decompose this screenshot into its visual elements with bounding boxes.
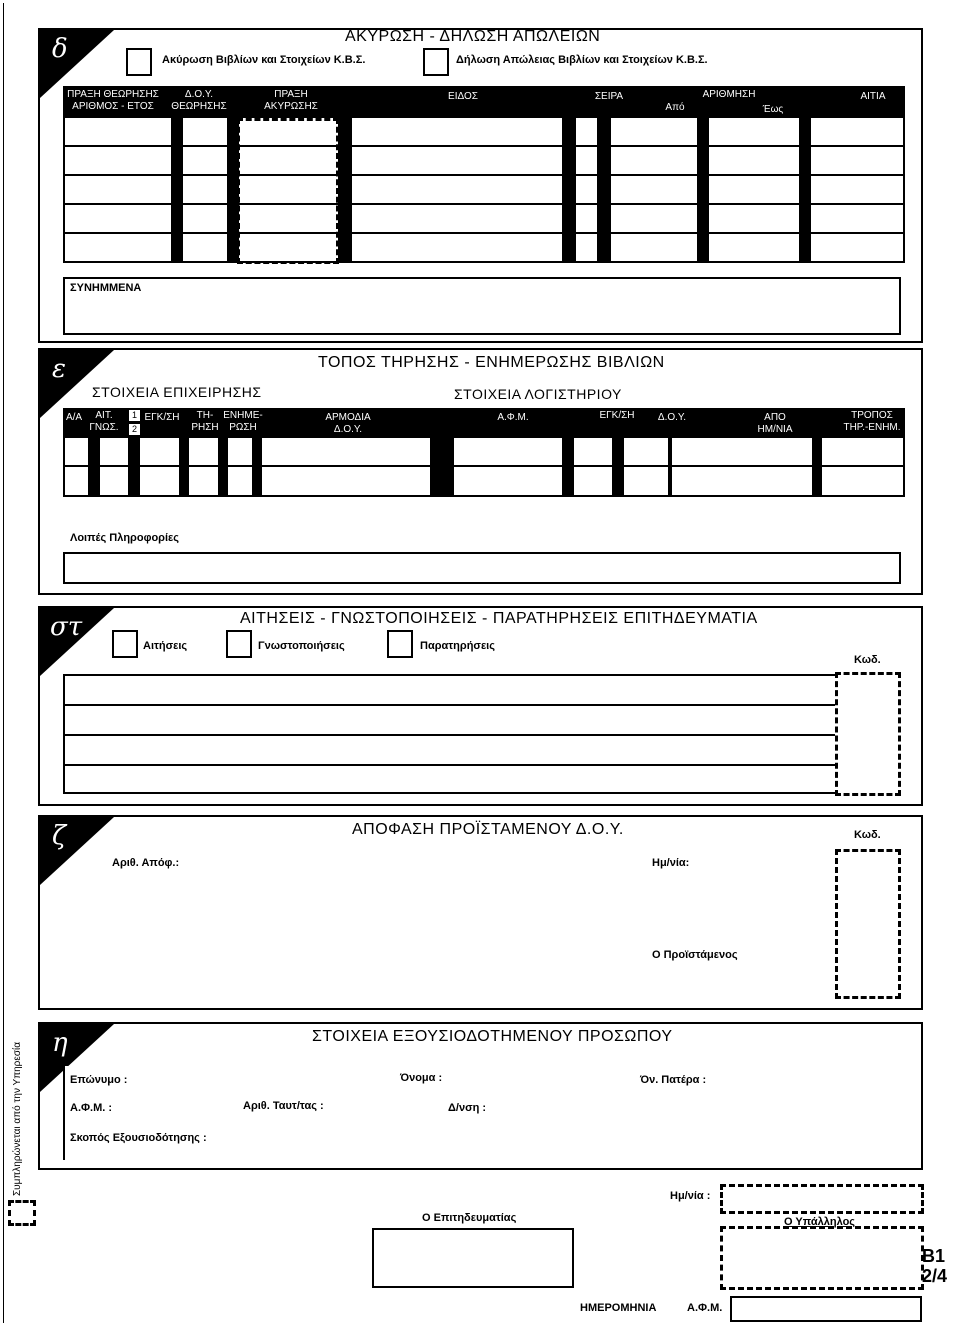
attachments-label: ΣΥΝΗΜΜΕΝΑ bbox=[70, 282, 142, 294]
head-of-office-label: Ο Προϊστάμενος bbox=[652, 949, 738, 961]
col-header-line: ΠΡΑΞΗ bbox=[274, 89, 308, 100]
section-title: ΑΠΟΦΑΣΗ ΠΡΟΪΣΤΑΜΕΝΟΥ Δ.Ο.Υ. bbox=[352, 821, 624, 838]
grid-line bbox=[63, 764, 835, 766]
side-note: Συμπληρώνεται από την Υπηρεσία bbox=[12, 1042, 23, 1196]
page-border bbox=[3, 3, 4, 1323]
table-header bbox=[63, 86, 905, 118]
grid-col bbox=[903, 118, 905, 263]
other-info-field[interactable] bbox=[63, 552, 901, 584]
section-title: ΤΟΠΟΣ ΤΗΡΗΣΗΣ - ΕΝΗΜΕΡΩΣΗΣ ΒΙΒΛΙΩΝ bbox=[318, 354, 665, 371]
afm-label: Α.Φ.Μ. bbox=[687, 1302, 723, 1314]
father-name-field[interactable]: Όν. Πατέρα : bbox=[640, 1074, 707, 1086]
address-field[interactable]: Δ/νση : bbox=[448, 1102, 487, 1114]
grid-col bbox=[128, 438, 140, 497]
col-header bbox=[188, 410, 222, 434]
grid-line bbox=[63, 261, 905, 263]
col-header: ΑΙΤΙΑ bbox=[860, 91, 886, 102]
grid-line bbox=[63, 704, 835, 706]
col-header-line: ΤΗ- bbox=[196, 410, 214, 421]
col-header-line: ΘΕΩΡΗΣΗΣ bbox=[171, 101, 227, 112]
num-box-2: 2 bbox=[129, 424, 140, 435]
col-header: ΑΡΙΘΜΗΣΗ bbox=[702, 89, 756, 100]
date-label: Ημ/νία: bbox=[652, 857, 690, 869]
akyrosi-dashed-column[interactable] bbox=[237, 118, 339, 264]
col-header-line: ΑΡΜΟΔΙΑ bbox=[325, 412, 371, 423]
section-title: ΑΚΥΡΩΣΗ - ΔΗΛΩΣΗ ΑΠΩΛΕΙΩΝ bbox=[345, 28, 601, 45]
col-header: ΣΕΙΡΑ bbox=[594, 91, 624, 102]
col-header bbox=[258, 89, 324, 113]
date-afm-label: ΗΜΕΡΟΜΗΝΙΑ bbox=[580, 1302, 657, 1314]
section-letter: δ bbox=[52, 34, 68, 64]
grid-line bbox=[63, 232, 905, 234]
grid-col bbox=[88, 438, 100, 497]
footer-date-label: Ημ/νία : bbox=[670, 1190, 711, 1202]
col-header bbox=[839, 410, 905, 434]
date-afm-field[interactable] bbox=[730, 1296, 922, 1322]
col-header bbox=[87, 410, 121, 434]
section-delta bbox=[38, 28, 923, 343]
grid-col bbox=[697, 118, 709, 263]
professional-signature-box[interactable] bbox=[372, 1228, 574, 1288]
grid-line bbox=[63, 203, 905, 205]
attachments-field[interactable] bbox=[63, 277, 901, 335]
grid-col bbox=[338, 118, 352, 263]
cancel-books-label: Ακύρωση Βιβλίων και Στοιχείων Κ.Β.Σ. bbox=[162, 54, 366, 66]
col-header: ΕΓΚ/ΣΗ bbox=[144, 412, 180, 423]
col-header-line: ΑΙΤ. bbox=[95, 410, 113, 421]
professional-label: Ο Επιτηδευματίας bbox=[422, 1212, 517, 1224]
section-eta bbox=[38, 1022, 923, 1170]
grid-col bbox=[63, 438, 65, 497]
col-header-line: ΡΗΣΗ bbox=[191, 422, 219, 433]
section-zeta bbox=[38, 815, 923, 1010]
grid-col bbox=[63, 676, 65, 794]
col-header bbox=[313, 412, 383, 436]
cancel-books-checkbox[interactable] bbox=[126, 48, 152, 76]
section-letter: στ bbox=[50, 612, 83, 642]
col-header-line: ΗΜ/ΝΙΑ bbox=[757, 424, 793, 435]
col-header: Α.Φ.Μ. bbox=[497, 412, 529, 423]
grid-col bbox=[218, 438, 228, 497]
grid-col bbox=[562, 118, 576, 263]
grid-line bbox=[63, 174, 905, 176]
form-code-line: 2/4 bbox=[922, 1266, 948, 1286]
col-header-line: ΑΚΥΡΩΣΗΣ bbox=[264, 101, 318, 112]
col-header-line: ΑΡΙΘΜΟΣ - ΕΤΟΣ bbox=[72, 101, 154, 112]
grid-col bbox=[171, 118, 183, 263]
surname-field[interactable]: Επώνυμο : bbox=[70, 1074, 128, 1086]
grid-col bbox=[430, 438, 454, 497]
notifications-label: Γνωστοποιήσεις bbox=[258, 640, 345, 652]
col-header bbox=[169, 89, 229, 113]
employee-signature-box[interactable] bbox=[720, 1226, 924, 1290]
col-header bbox=[223, 410, 263, 434]
grid-col bbox=[812, 438, 822, 497]
section-letter: ε bbox=[52, 354, 66, 384]
grid-line bbox=[63, 495, 905, 497]
col-header bbox=[63, 89, 163, 113]
employee-label: Ο Υπάλληλος bbox=[784, 1216, 856, 1228]
grid-col bbox=[252, 438, 262, 497]
grid-line bbox=[63, 734, 835, 736]
form-code bbox=[922, 1246, 947, 1286]
remarks-lines[interactable] bbox=[63, 674, 835, 794]
grid-col bbox=[179, 438, 189, 497]
section-letter: ζ bbox=[52, 821, 67, 851]
col-header-line: ΑΠΟ bbox=[764, 412, 786, 423]
col-header-line: Δ.Ο.Υ. bbox=[333, 424, 363, 435]
col-header: ΕΙΔΟΣ bbox=[448, 91, 478, 102]
grid-col bbox=[668, 438, 672, 497]
other-info-label: Λοιπές Πληροφορίες bbox=[70, 532, 179, 544]
section-st bbox=[38, 606, 923, 806]
col-header-line: ΕΝΗΜΕ- bbox=[223, 410, 263, 421]
col-header: ΕΓΚ/ΣΗ bbox=[599, 410, 635, 421]
col-header-line: Δ.Ο.Υ. bbox=[184, 89, 214, 100]
col-header bbox=[745, 412, 805, 436]
grid-col bbox=[562, 438, 574, 497]
col-header: Δ.Ο.Υ. bbox=[657, 412, 687, 423]
business-subtitle: ΣΤΟΙΧΕΙΑ ΕΠΙΧΕΙΡΗΣΗΣ bbox=[92, 384, 262, 400]
name-field[interactable]: Όνομα : bbox=[400, 1072, 443, 1084]
col-header-line: ΓΝΩΣ. bbox=[89, 422, 119, 433]
afm-field[interactable]: Α.Φ.Μ. : bbox=[70, 1102, 113, 1114]
col-header-line: ΤΡΟΠΟΣ bbox=[851, 410, 893, 421]
col-header: Από bbox=[665, 102, 685, 113]
section-epsilon bbox=[38, 348, 923, 595]
code-label: Κωδ. bbox=[854, 654, 881, 666]
section-title: ΣΤΟΙΧΕΙΑ ΕΞΟΥΣΙΟΔΟΤΗΜΕΝΟΥ ΠΡΟΣΩΠΟΥ bbox=[312, 1028, 673, 1045]
loss-declaration-label: Δήλωση Απώλειας Βιβλίων και Στοιχείων Κ.Β.Σ. bbox=[456, 54, 708, 66]
form-code-line: Β1 bbox=[922, 1246, 946, 1266]
section-letter: η bbox=[52, 1028, 68, 1058]
decision-number-label: Αριθ. Απόφ.: bbox=[112, 857, 180, 869]
applications-label: Αιτήσεις bbox=[143, 640, 188, 652]
accounting-subtitle: ΣΤΟΙΧΕΙΑ ΛΟΓΙΣΤΗΡΙΟΥ bbox=[454, 386, 622, 402]
col-header-line: ΤΗΡ.-ΕΝΗΜ. bbox=[843, 422, 901, 433]
grid-col bbox=[799, 118, 811, 263]
section-title: ΑΙΤΗΣΕΙΣ - ΓΝΩΣΤΟΠΟΙΗΣΕΙΣ - ΠΑΡΑΤΗΡΗΣΕΙΣ ΕΠΙΤΗΔΕΥΜΑΤΙΑ bbox=[240, 610, 758, 627]
grid-line bbox=[63, 465, 905, 467]
col-header: Έως bbox=[762, 104, 784, 115]
col-header: Α/Α bbox=[65, 412, 83, 423]
code-label: Κωδ. bbox=[854, 829, 881, 841]
footer-date-field[interactable] bbox=[720, 1184, 924, 1214]
grid-col bbox=[612, 438, 624, 497]
remarks-checkbox[interactable] bbox=[387, 630, 413, 658]
grid-line bbox=[63, 792, 835, 794]
code-dashed-box[interactable] bbox=[835, 672, 901, 796]
grid-col bbox=[597, 118, 611, 263]
purpose-field[interactable]: Σκοπός Εξουσιοδότησης : bbox=[70, 1132, 207, 1144]
service-marker-box bbox=[8, 1200, 36, 1226]
num-box-1: 1 bbox=[129, 410, 140, 421]
col-header-line: ΠΡΑΞΗ ΘΕΩΡΗΣΗΣ bbox=[67, 89, 159, 100]
code-dashed-box[interactable] bbox=[835, 849, 901, 999]
applications-checkbox[interactable] bbox=[112, 630, 138, 658]
table-header bbox=[63, 408, 905, 438]
grid-line bbox=[63, 145, 905, 147]
col-header-line: ΡΩΣΗ bbox=[229, 422, 257, 433]
grid-col bbox=[903, 438, 905, 497]
loss-declaration-checkbox[interactable] bbox=[423, 48, 449, 76]
remarks-label: Παρατηρήσεις bbox=[420, 640, 495, 652]
id-number-field[interactable]: Αριθ. Ταυτ/τας : bbox=[243, 1100, 324, 1112]
notifications-checkbox[interactable] bbox=[226, 630, 252, 658]
grid-col bbox=[63, 118, 65, 263]
